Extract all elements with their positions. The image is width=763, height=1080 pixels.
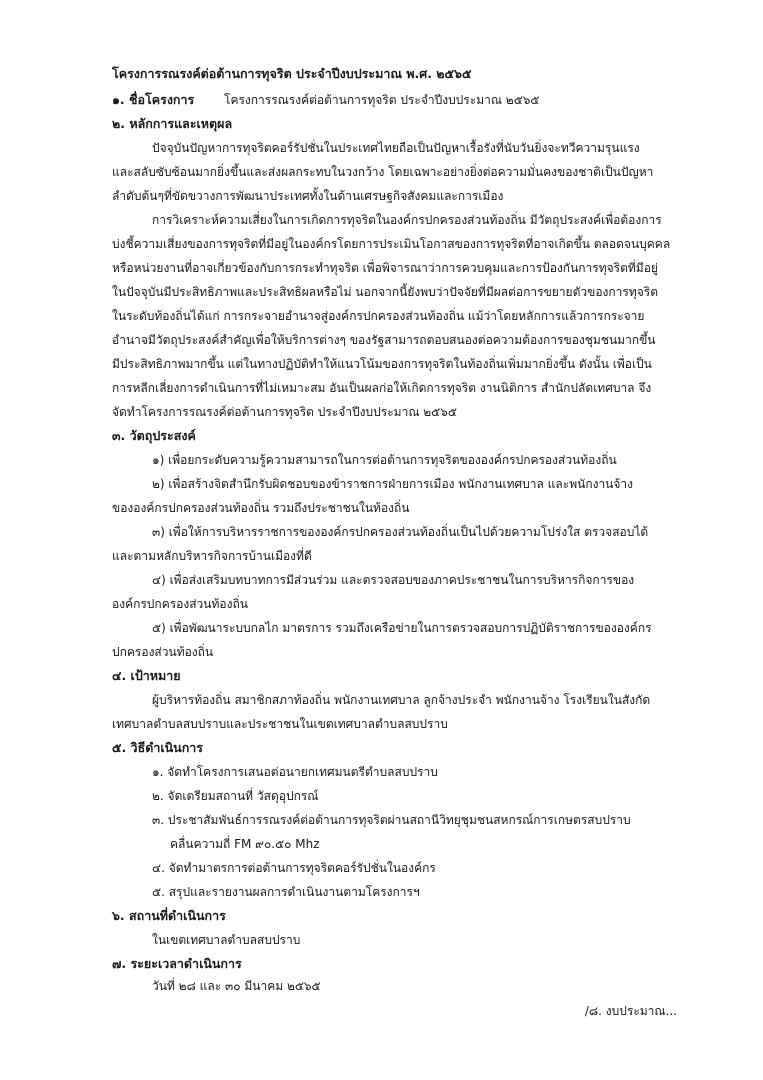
paragraph-2-line: การวิเคราะห์ความเสี่ยงในการเกิดการทุจริตในองค์กรปกครองส่วนท้องถิ่น มีวัตถุประสงค์เพื่อต้องการ	[152, 213, 662, 227]
section-4-heading: ๔. เป้าหมาย	[112, 668, 181, 683]
objective-line: ๑) เพื่อยกระดับความรู้ความสามารถในการต่อต้านการทุจริตขององค์กรปกครองส่วนท้องถิ่น	[152, 453, 617, 467]
document-title: โครงการรณรงค์ต่อต้านการทุจริต ประจำปีงบประมาณ พ.ศ. ๒๕๖๕	[112, 66, 472, 81]
method-item: ๕. สรุปและรายงานผลการดำเนินงานตามโครงการฯ	[152, 885, 420, 899]
method-item: ๓. ประชาสัมพันธ์การรณรงค์ต่อต้านการทุจริตผ่านสถานีวิทยุชุมชนสหกรณ์การเกษตรสบปราบ	[152, 813, 631, 827]
objective-line: ขององค์กรปกครองส่วนท้องถิ่น รวมถึงประชาชนในท้องถิ่น	[112, 501, 410, 515]
section-6-heading: ๖. สถานที่ดำเนินการ	[112, 908, 226, 923]
method-item: ๑. จัดทำโครงการเสนอต่อนายกเทศมนตรีตำบลสบปราบ	[152, 765, 438, 779]
objective-line: ๔) เพื่อส่งเสริมบทบาทการมีส่วนร่วม และตรวจสอบของภาคประชาชนในการบริหารกิจการของ	[152, 573, 635, 587]
target-line: เทศบาลตำบลสบปราบและประชาชนในเขตเทศบาลตำบลสบปราบ	[112, 717, 448, 731]
objective-line: ๕) เพื่อพัฒนาระบบกลไก มาตรการ รวมถึงเครือข่ายในการตรวจสอบการปฏิบัติราชการขององค์กร	[152, 621, 652, 635]
section-1-text: โครงการรณรงค์ต่อต้านการทุจริต ประจำปีงบประมาณ ๒๕๖๕	[224, 93, 540, 107]
method-item: ๒. จัดเตรียมสถานที่ วัสดุอุปกรณ์	[152, 789, 319, 803]
continuation-footer: /๘. งบประมาณ...	[584, 1004, 677, 1018]
paragraph-2-line: มีประสิทธิภาพมากขึ้น แต่ในทางปฏิบัติทำให้แนวโน้มของการทุจริตในท้องถิ่นเพิ่มมากยิ่งขึ้น ดังนั้น เพื่อเป็น	[112, 357, 652, 371]
paragraph-2-line: อำนาจมีวัตถุประสงค์สำคัญเพื่อให้บริการต่างๆ ของรัฐสามารถตอบสนองต่อความต้องการของชุมชนมากขึ้น	[112, 333, 656, 347]
paragraph-2-line: ในระดับท้องถิ่นได้แก่ การกระจายอำนาจสู่องค์กรปกครองส่วนท้องถิ่น แม้ว่าโดยหลักการแล้วการกระจาย	[112, 309, 645, 323]
paragraph-2-line: การหลีกเลี่ยงการดำเนินการที่ไม่เหมาะสม อันเป็นผลก่อให้เกิดการทุจริต งานนิติการ สำนักปลัดเทศบาล จึง	[112, 381, 652, 395]
paragraph-1-line: ปัจจุบันปัญหาการทุจริตคอร์รัปชั่นในประเทศไทยถือเป็นปัญหาเรื้อรังที่นับวันยิ่งจะทวีความรุนแรง	[152, 141, 640, 155]
section-2-heading: ๒. หลักการและเหตุผล	[112, 116, 233, 131]
method-item: คลื่นความถี่ FM ๙๐.๕๐ Mhz	[170, 837, 320, 851]
section-3-heading: ๓. วัตถุประสงค์	[112, 428, 196, 443]
objective-line: องค์กรปกครองส่วนท้องถิ่น	[112, 597, 248, 611]
target-line: ผู้บริหารท้องถิ่น สมาชิกสภาท้องถิ่น พนักงานเทศบาล ลูกจ้างประจำ พนักงานจ้าง โรงเรียนในสังกัด	[152, 693, 651, 707]
place-text: ในเขตเทศบาลตำบลสบปราบ	[152, 933, 301, 947]
paragraph-1-line: และสลับซับซ้อนมากยิ่งขึ้นและส่งผลกระทบในวงกว้าง โดยเฉพาะอย่างยิ่งต่อความมั่นคงของชาติเป็นปัญหา	[112, 165, 654, 179]
method-item: ๔. จัดทำมาตรการต่อต้านการทุจริตคอร์รัปชั่นในองค์กร	[152, 861, 436, 875]
objective-line: ๒) เพื่อสร้างจิตสำนึกรับผิดชอบของข้าราชการฝ่ายการเมือง พนักงานเทศบาล และพนักงานจ้าง	[152, 477, 634, 491]
paragraph-2-line: ในปัจจุบันมีประสิทธิภาพและประสิทธิผลหรือไม่ นอกจากนี้ยังพบว่าปัจจัยที่มีผลต่อการขยายตัวของการทุจริต	[112, 285, 659, 299]
paragraph-2-line: หรือหน่วยงานที่อาจเกี่ยวข้องกับการกระทำทุจริต เพื่อพิจารณาว่าการควบคุมและการป้องกันการทุจริตที่มีอยู่	[112, 261, 658, 275]
period-text: วันที่ ๒๘ และ ๓๐ มีนาคม ๒๕๖๕	[152, 979, 321, 993]
objective-line: และตามหลักบริหารกิจการบ้านเมืองที่ดี	[112, 549, 312, 563]
paragraph-1-line: ลำดับต้นๆที่ขัดขวางการพัฒนาประเทศทั้งในด้านเศรษฐกิจสังคมและการเมือง	[112, 189, 504, 203]
paragraph-2-line: บ่งชี้ความเสี่ยงของการทุจริตที่มีอยู่ในองค์กรโดยการประเมินโอกาสของการทุจริตที่อาจเกิดขึ้น ตลอดจนบุคคล	[112, 237, 671, 251]
section-7-heading: ๗. ระยะเวลาดำเนินการ	[112, 956, 242, 971]
section-1-heading: ๑. ชื่อโครงการ	[112, 92, 195, 107]
objective-line: ๓) เพื่อให้การบริหารราชการขององค์กรปกครองส่วนท้องถิ่นเป็นไปด้วยความโปร่งใส ตรวจสอบได้	[152, 525, 649, 539]
paragraph-2-line: จัดทำโครงการรณรงค์ต่อต้านการทุจริต ประจำปีงบประมาณ ๒๕๖๕	[112, 405, 457, 419]
objective-line: ปกครองส่วนท้องถิ่น	[112, 645, 214, 659]
section-5-heading: ๕. วิธีดำเนินการ	[112, 740, 204, 755]
